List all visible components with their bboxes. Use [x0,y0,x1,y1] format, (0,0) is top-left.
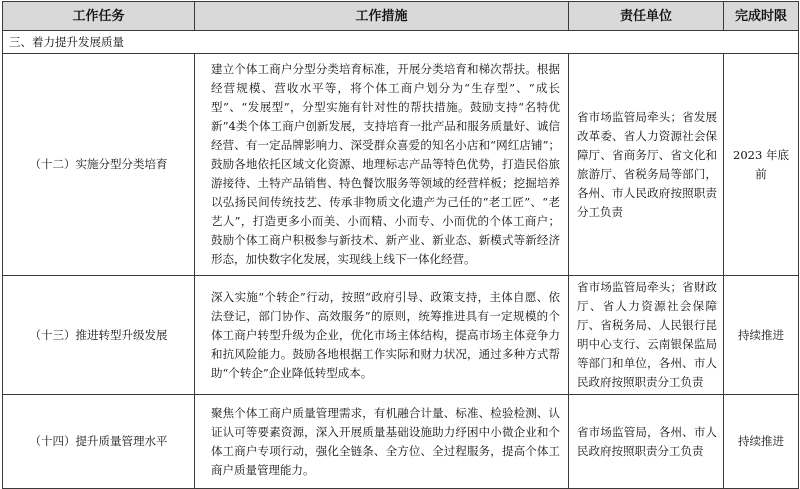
table-row [3,276,799,395]
deadline-cell: 2023 年底前 [724,54,799,276]
table-header-row [3,2,799,31]
deadline-cell: 持续推进 [724,276,799,395]
measure-cell: 深入实施“个转企”行动，按照“政府引导、政策支持，主体自愿、依法登记，部门协作、高效服务”的原则，统筹推进具有一定规模的个体工商户转型升级为企业，优化市场主体结构，提高市场主体竞争力和抗风险能力。鼓励各地根据工作实际和财力状况，通过多种方式帮助“个转企”企业降低转型成本。 [195,276,569,395]
task-cell: （十三）推进转型升级发展 [3,276,195,395]
measure-cell: 建立个体工商户分型分类培育标准，开展分类培育和梯次帮扶。根据经营规模、营收水平等，将个体工商户划分为“生存型”、“成长型”、“发展型”，分型实施有针对性的帮扶措施。鼓励支持“名特优新”4类个体工商户创新发展，支持培育一批产品和服务质量好、诚信经营、有一定品牌影响力、深受群众喜爱的知名小店和“网红店铺”；鼓励各地依托区域文化资源、地理标志产品等特色优势，打造民俗旅游接待、土特产品销售、特色餐饮服务等领域的经营样板；挖掘培养以弘扬民间传统技艺、传承非物质文化遗产为己任的“老工匠”、“老艺人”，打造更多小而美、小而精、小而专、小而优的个体工商户；鼓励个体工商户积极参与新技术、新产业、新业态、新模式等新经济形态，加快数字化发展，实现线上线下一体化经营。 [195,54,569,276]
header-deadline: 完成时限 [724,2,799,31]
section-row [3,31,799,54]
work-task-table [2,1,799,489]
table-row [3,395,799,489]
unit-cell: 省市场监管局牵头；省发展改革委、省人力资源社会保障厅、省商务厅、省文化和旅游厅、省税务局等部门，各州、市人民政府按照职责分工负责 [569,54,724,276]
unit-cell: 省市场监管局牵头；省财政厅、省人力资源社会保障厅、省税务局、人民银行昆明中心支行、云南银保监局等部门和单位，各州、市人民政府按照职责分工负责 [569,276,724,395]
deadline-cell: 持续推进 [724,395,799,489]
task-cell: （十二）实施分型分类培育 [3,54,195,276]
header-unit: 责任单位 [569,2,724,31]
unit-cell: 省市场监管局，各州、市人民政府按照职责分工负责 [569,395,724,489]
header-task: 工作任务 [3,2,195,31]
measure-cell: 聚焦个体工商户质量管理需求，有机融合计量、标准、检验检测、认证认可等要素资源，深入开展质量基础设施助力纾困中小微企业和个体工商户专项行动，强化全链条、全方位、全过程服务，提高个体工商户质量管理能力。 [195,395,569,489]
task-cell: （十四）提升质量管理水平 [3,395,195,489]
table-row [3,54,799,276]
header-measure: 工作措施 [195,2,569,31]
section-title: 三、着力提升发展质量 [3,31,799,54]
